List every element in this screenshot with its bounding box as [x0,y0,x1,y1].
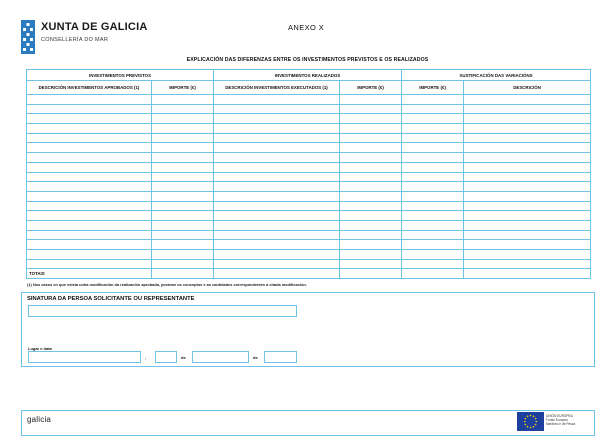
table-cell[interactable] [340,240,402,250]
table-cell[interactable] [402,133,464,143]
table-cell[interactable] [152,153,214,163]
table-row [27,95,591,105]
table-cell[interactable] [27,133,152,143]
table-row [27,211,591,221]
group-header-row [27,70,591,81]
table-row [27,250,591,260]
table-cell[interactable] [402,172,464,182]
table-cell[interactable] [464,143,591,153]
place-date-label: Lugar e data [28,346,52,351]
table-cell[interactable] [464,172,591,182]
table-cell[interactable] [464,114,591,124]
month-field[interactable] [192,351,249,363]
table-cell[interactable] [340,250,402,260]
table-cell[interactable] [214,220,340,230]
table-cell[interactable] [464,259,591,269]
footer-box [21,410,595,436]
table-cell[interactable] [464,211,591,221]
table-cell[interactable] [214,153,340,163]
table-cell[interactable] [27,153,152,163]
table-cell[interactable] [464,182,591,192]
col-approved-description: DESCRICIÓN INVESTIMENTOS APROBADOS (1) [27,81,152,95]
table-cell[interactable] [152,250,214,260]
table-row [27,182,591,192]
table-cell[interactable] [402,143,464,153]
col-planned-amount: IMPORTE (€) [152,81,214,95]
table-cell[interactable] [340,114,402,124]
table-cell[interactable] [152,172,214,182]
org-name: XUNTA DE GALICIA [41,21,148,33]
table-cell[interactable] [402,250,464,260]
table-cell[interactable] [214,240,340,250]
table-cell[interactable] [464,191,591,201]
totals-executed-amount[interactable] [340,269,402,279]
table-cell[interactable] [152,104,214,114]
table-cell[interactable] [402,240,464,250]
table-row [27,114,591,124]
table-cell[interactable] [214,191,340,201]
table-cell[interactable] [402,191,464,201]
table-cell[interactable] [27,143,152,153]
eu-fund-text [546,414,575,426]
table-row [27,240,591,250]
table-cell[interactable] [214,95,340,105]
day-field[interactable] [155,351,177,363]
totals-planned-amount[interactable] [152,269,214,279]
table-cell[interactable] [214,259,340,269]
table-cell[interactable] [340,133,402,143]
table-cell[interactable] [152,259,214,269]
col-executed-description: DESCRICIÓN INVESTIMENTOS EXECUTADOS (1) [214,81,340,95]
table-row [27,143,591,153]
table-cell[interactable] [27,259,152,269]
table-cell[interactable] [152,211,214,221]
table-cell[interactable] [340,124,402,134]
totals-variation-description [464,269,591,279]
table-cell[interactable] [214,182,340,192]
table-cell[interactable] [27,250,152,260]
table-cell[interactable] [27,95,152,105]
footnote: (1) Nos casos en que exista unha modificación da realización aprobada, poranse os conceptos e as cantidades correspondentes á citada modificación. [27,282,307,287]
de-label-2: de [253,355,258,360]
table-cell[interactable] [152,191,214,201]
group-header-justification: XUSTIFICACIÓN DAS VARIACIÓNS [402,70,591,81]
totals-row [27,269,591,279]
table-cell[interactable] [464,201,591,211]
table-cell[interactable] [402,201,464,211]
eu-line-1: UNIÓN EUROPEA [546,414,573,418]
table-cell[interactable] [402,259,464,269]
table-cell[interactable] [152,124,214,134]
table-cell[interactable] [214,172,340,182]
table-cell[interactable] [464,240,591,250]
table-cell[interactable] [152,133,214,143]
galicia-logo-text: galicia [27,415,52,424]
table-cell[interactable] [464,250,591,260]
comma-separator: , [145,355,147,360]
table-cell[interactable] [152,143,214,153]
table-cell[interactable] [214,104,340,114]
column-header-row [27,81,591,95]
table-row [27,133,591,143]
group-header-executed: INVESTIMENTOS REALIZADOS [214,70,402,81]
table-cell[interactable] [340,201,402,211]
table-row [27,191,591,201]
place-field[interactable] [28,351,141,363]
table-cell[interactable] [340,162,402,172]
eu-line-2: Fondo Europeo [546,418,568,422]
table-cell[interactable] [402,211,464,221]
table-cell[interactable] [402,162,464,172]
totals-label: TOTAIS [27,269,152,279]
table-cell[interactable] [27,191,152,201]
table-cell[interactable] [214,162,340,172]
table-cell[interactable] [152,95,214,105]
col-variation-description: DESCRICIÓN [464,81,591,95]
table-cell[interactable] [27,211,152,221]
table-cell[interactable] [340,220,402,230]
table-row [27,201,591,211]
table-cell[interactable] [340,104,402,114]
table-cell[interactable] [214,143,340,153]
de-label-1: de [181,355,186,360]
table-row [27,124,591,134]
table-row [27,104,591,114]
table-cell[interactable] [464,95,591,105]
table-cell[interactable] [214,133,340,143]
table-cell[interactable] [27,220,152,230]
table-row [27,172,591,182]
table-cell[interactable] [340,143,402,153]
table-cell[interactable] [402,153,464,163]
table-cell[interactable] [340,153,402,163]
table-cell[interactable] [214,114,340,124]
table-row [27,162,591,172]
table-cell[interactable] [464,104,591,114]
table-cell[interactable] [340,182,402,192]
galicia-logo [27,415,51,424]
table-row [27,259,591,269]
xunta-logo-icon [21,20,35,54]
table-cell[interactable] [152,240,214,250]
col-variation-amount: IMPORTE (€) [402,81,464,95]
table-cell[interactable] [402,230,464,240]
eu-flag-icon [517,412,544,431]
signature-field[interactable] [28,305,297,317]
table-cell[interactable] [214,124,340,134]
table-cell[interactable] [214,250,340,260]
department-name: CONSELLERÍA DO MAR [41,37,109,43]
form-title: EXPLICACIÓN DAS DIFERENZAS ENTRE OS INVESTIMENTOS PREVISTOS E OS REALIZADOS [186,57,429,63]
table-cell[interactable] [27,230,152,240]
table-cell[interactable] [402,114,464,124]
year-field[interactable] [264,351,297,363]
table-cell[interactable] [152,230,214,240]
table-cell[interactable] [340,259,402,269]
table-cell[interactable] [402,124,464,134]
eu-line-3: Marítimo e de Pesca [546,422,576,426]
table-cell[interactable] [464,124,591,134]
table-row [27,153,591,163]
table-cell[interactable] [152,201,214,211]
table-cell[interactable] [152,182,214,192]
table-cell[interactable] [152,162,214,172]
table-row [27,220,591,230]
table-cell[interactable] [214,230,340,240]
totals-variation-amount[interactable] [402,269,464,279]
table-cell[interactable] [340,172,402,182]
table-cell[interactable] [27,201,152,211]
table-cell[interactable] [402,220,464,230]
table-cell[interactable] [402,104,464,114]
table-cell[interactable] [27,182,152,192]
table-cell[interactable] [464,220,591,230]
table-cell[interactable] [402,95,464,105]
table-cell[interactable] [464,133,591,143]
table-cell[interactable] [402,182,464,192]
table-cell[interactable] [152,220,214,230]
investments-table [26,69,591,279]
table-body [27,95,591,269]
table-cell[interactable] [27,162,152,172]
totals-empty-cell [214,269,340,279]
table-cell[interactable] [340,230,402,240]
table-cell[interactable] [340,211,402,221]
table-cell[interactable] [340,95,402,105]
table-cell[interactable] [27,240,152,250]
table-cell[interactable] [464,162,591,172]
table-row [27,230,591,240]
table-cell[interactable] [464,230,591,240]
table-cell[interactable] [214,201,340,211]
table-cell[interactable] [340,191,402,201]
annex-label: ANEXO X [288,23,325,32]
table-cell[interactable] [27,124,152,134]
table-cell[interactable] [214,211,340,221]
table-cell[interactable] [27,172,152,182]
table-cell[interactable] [27,104,152,114]
table-cell[interactable] [27,114,152,124]
group-header-planned: INVESTIMENTOS PREVISTOS [27,70,214,81]
table-cell[interactable] [464,153,591,163]
table-cell[interactable] [152,114,214,124]
col-executed-amount: IMPORTE (€) [340,81,402,95]
signature-title: SINATURA DA PERSOA SOLICITANTE OU REPRESENTANTE [27,296,195,302]
